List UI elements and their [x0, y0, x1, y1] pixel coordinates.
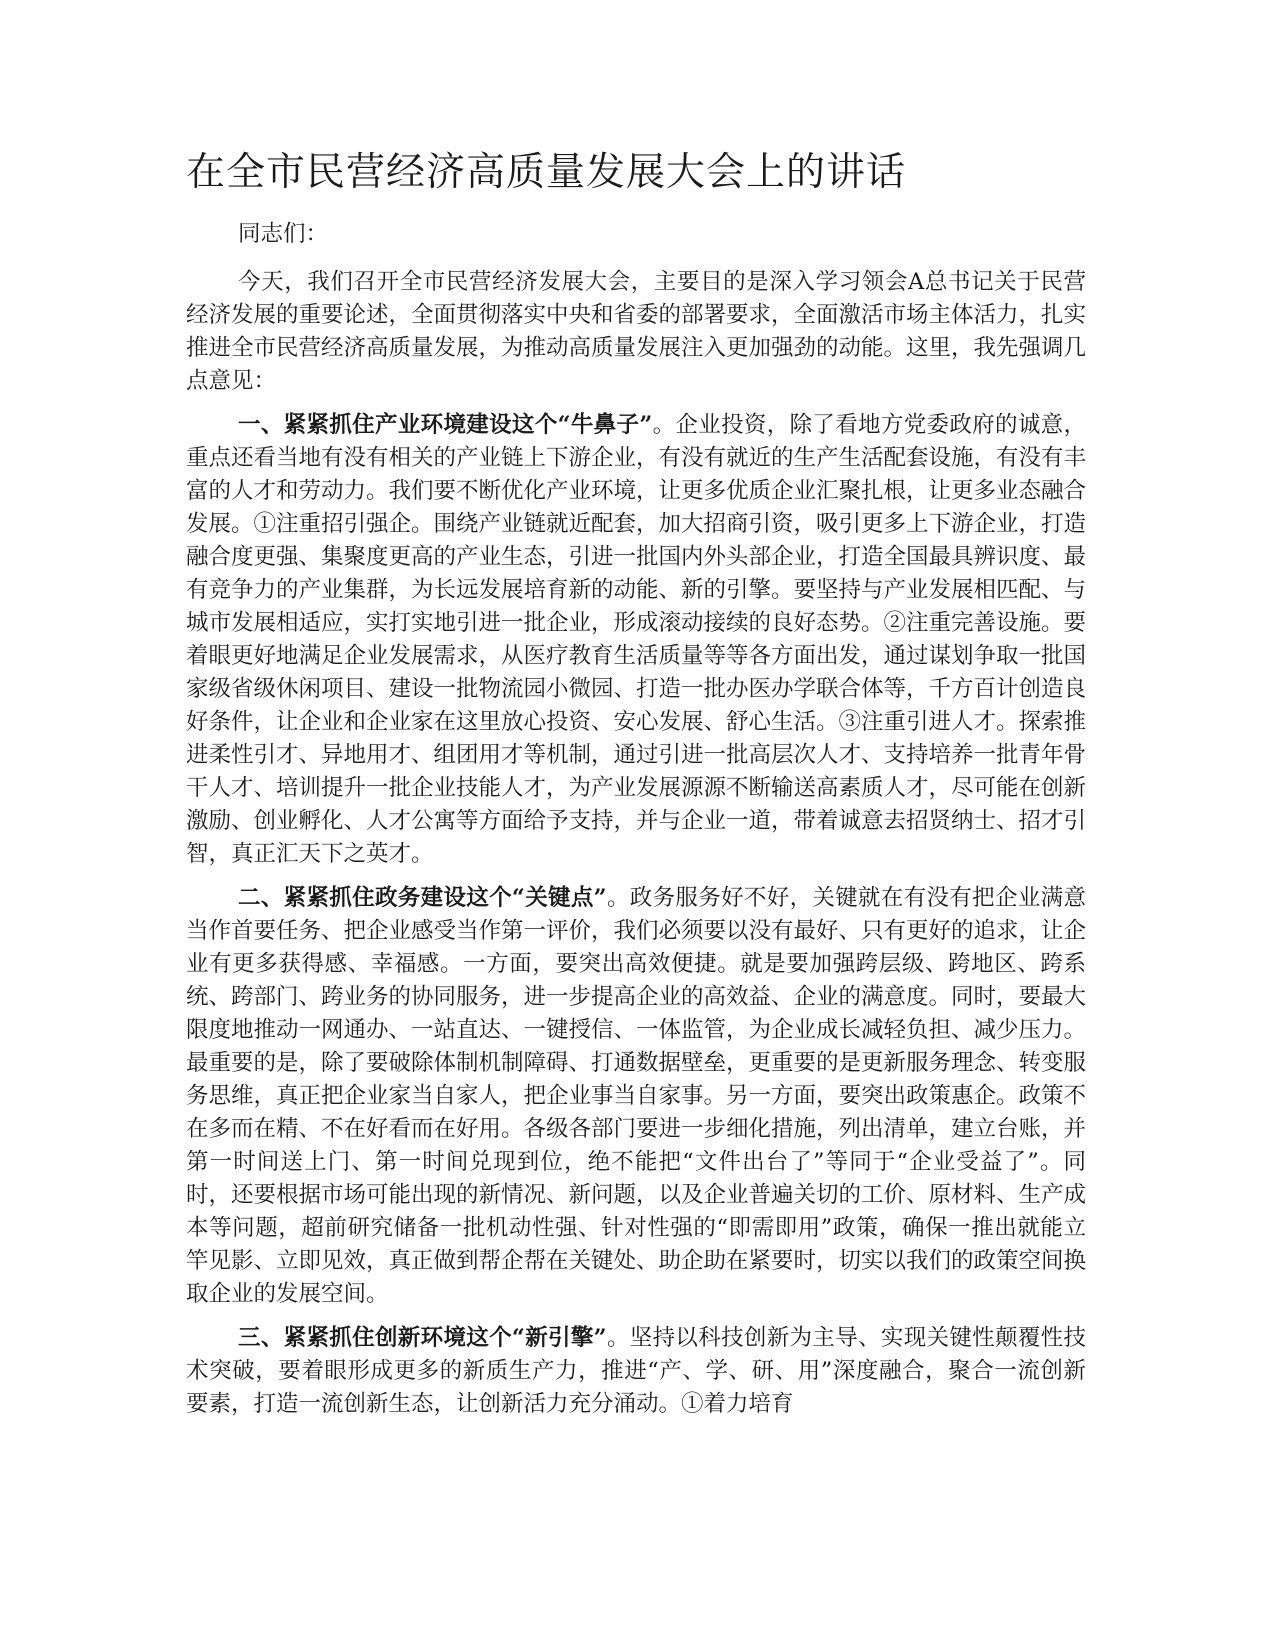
intro-paragraph: 今天，我们召开全市民营经济发展大会，主要目的是深入学习领会A总书记关于民营经济发展的重要论述，全面贯彻落实中央和省委的部署要求，全面激活市场主体活力，扎实推进全市民营经济高质量发展，为推动高质量发展注入更加强劲的动能。这里，我先强调几点意见：: [186, 269, 1087, 394]
section-1-body: 。企业投资，除了看地方党委政府的诚意，重点还看当地有没有相关的产业链上下游企业，有没有就近的生产生活配套设施，有没有丰富的人才和劳动力。我们要不断优化产业环境，让更多优质企业汇聚扎根，让更多业态融合发展。①注重招引强企。围绕产业链就近配套，加大招商引资，吸引更多上下游企业，打造融合度更强、集聚度更高的产业生态，引进一批国内外头部企业，打造全国最具辨识度、最有竞争力的产业集群，为长远发展培育新的动能、新的引擎。要坚持与产业发展相匹配、与城市发展相适应，实打实地引进一批企业，形成滚动接续的良好态势。②注重完善设施。要着眼更好地满足企业发展需求，从医疗教育生活质量等等各方面出发，通过谋划争取一批国家级省级休闲项目、建设一批物流园小微园、打造一批办医办学联合体等，千方百计创造良好条件，让企业和企业家在这里放心投资、安心发展、舒心生活。③注重引进人才。探索推进柔性引才、异地用才、组团用才等机制，通过引进一批高层次人才、支持培养一批青年骨干人才、培训提升一批企业技能人才，为产业发展源源不断输送高素质人才，尽可能在创新激励、创业孵化、人才公寓等方面给予支持，并与企业一道，带着诚意去招贤纳士、招才引智，真正汇天下之英才。: [186, 412, 1087, 867]
section-3-paragraph: [186, 1322, 1086, 1421]
section-2-paragraph: [186, 882, 1086, 1311]
section-1-paragraph: [186, 409, 1086, 871]
document-page: [186, 148, 1086, 1432]
section-1-heading: 一、紧紧抓住产业环境建设这个“牛鼻子”: [238, 412, 653, 438]
section-3-body: 。坚持以科技创新为主导、实现关键性颠覆性技术突破，要着眼形成更多的新质生产力，推进“产、学、研、用”深度融合，聚合一流创新要素，打造一流创新生态，让创新活力充分涌动。①着力培育: [186, 1325, 1086, 1417]
document-title: 在全市民营经济高质量发展大会上的讲话: [186, 150, 907, 195]
salutation: 同志们：: [238, 221, 329, 247]
section-2-heading: 二、紧紧抓住政务建设这个“关键点”: [238, 885, 607, 911]
section-2-body: 。政务服务好不好，关键就在有没有把企业满意当作首要任务、把企业感受当作第一评价，我们必须要以没有最好、只有更好的追求，让企业有更多获得感、幸福感。一方面，要突出高效便捷。就是要加强跨层级、跨地区、跨系统、跨部门、跨业务的协同服务，进一步提高企业的高效益、企业的满意度。同时，要最大限度地推动一网通办、一站直达、一键授信、一体监管，为企业成长减轻负担、减少压力。最重要的是，除了要破除体制机制障碍、打通数据壁垒，更重要的是更新服务理念、转变服务思维，真正把企业家当自家人，把企业事当自家事。另一方面，要突出政策惠企。政策不在多而在精、不在好看而在好用。各级各部门要进一步细化措施，列出清单，建立台账，并第一时间送上门、第一时间兑现到位，绝不能把“文件出台了”等同于“企业受益了”。同时，还要根据市场可能出现的新情况、新问题，以及企业普遍关切的工价、原材料、生产成本等问题，超前研究储备一批机动性强、针对性强的“即需即用”政策，确保一推出就能立竿见影、立即见效，真正做到帮企帮在关键处、助企助在紧要时，切实以我们的政策空间换取企业的发展空间。: [186, 885, 1087, 1307]
section-3-heading: 三、紧紧抓住创新环境这个“新引擎”: [238, 1325, 607, 1351]
